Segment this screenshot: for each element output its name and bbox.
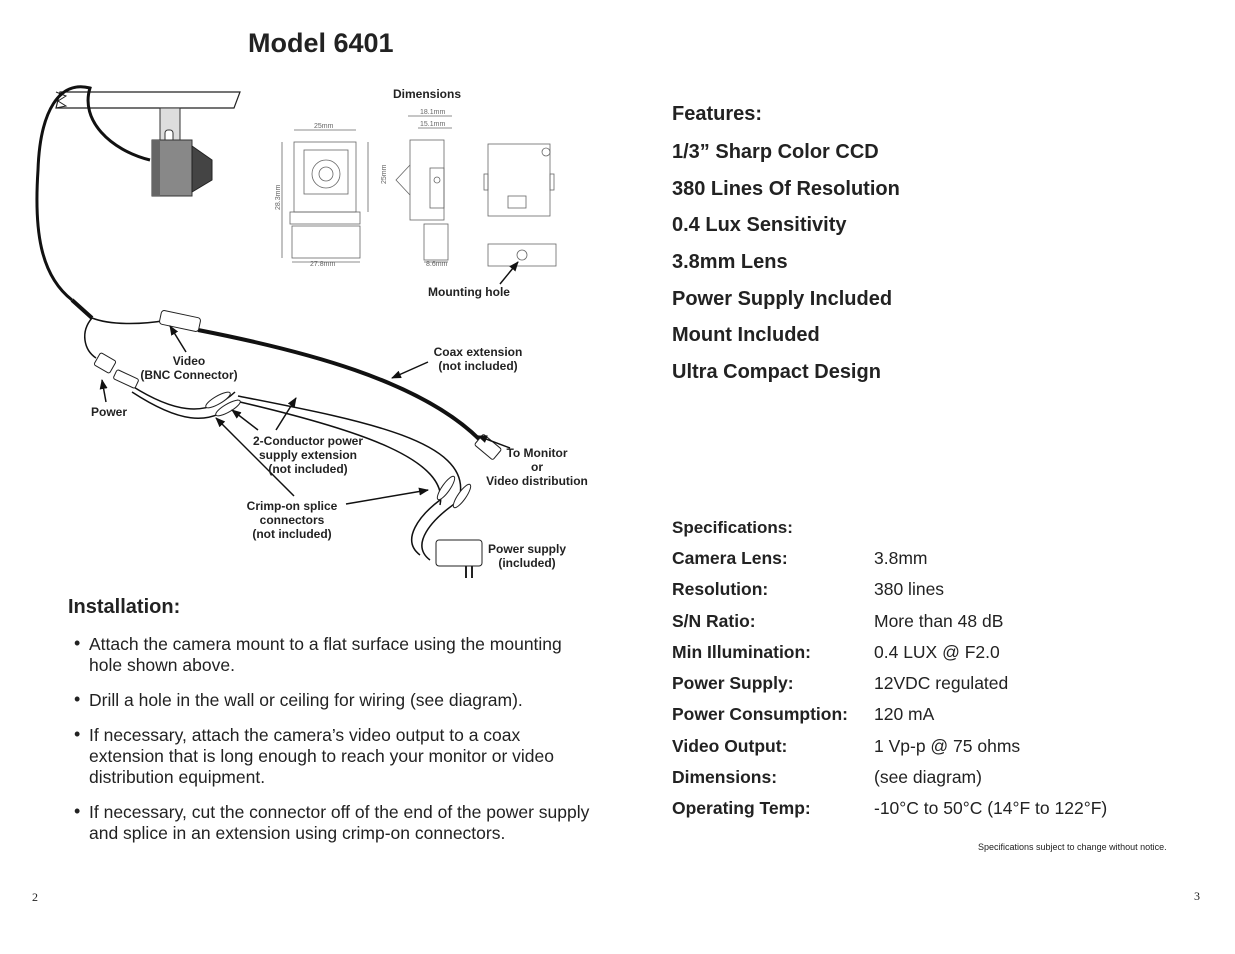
spec-row: Power Consumption: 120 mA xyxy=(672,704,935,725)
specifications-heading: Specifications: xyxy=(672,518,793,537)
video-label: Video (BNC Connector) xyxy=(140,354,238,382)
spec-notice: Specifications subject to change without notice. xyxy=(978,842,1167,852)
spec-row: Camera Lens: 3.8mm xyxy=(672,548,928,568)
feature-item: 1/3” Sharp Color CCD xyxy=(672,141,879,163)
installation-step: • If necessary, attach the camera’s video output to a coax extension that is long enough to reach your monitor or video distribution equipment. xyxy=(74,725,594,788)
installation-step: • If necessary, cut the connector off of the end of the power supply and splice in an extension using crimp-on connectors. xyxy=(74,802,594,844)
camera-illustration xyxy=(152,108,212,196)
cables xyxy=(37,87,480,560)
installation-step: • Drill a hole in the wall or ceiling for wiring (see diagram). xyxy=(74,690,594,711)
features-list xyxy=(672,140,900,397)
dimension-drawings xyxy=(282,116,556,266)
installation-steps xyxy=(74,634,594,858)
page-number-left: 2 xyxy=(32,890,38,904)
spec-row: Video Output: 1 Vp-p @ 75 ohms xyxy=(672,735,1021,756)
spec-row: S/N Ratio: More than 48 dB xyxy=(672,610,1004,631)
installation-heading: Installation: xyxy=(68,596,181,618)
ceiling-panel xyxy=(56,92,240,108)
dim-side-base: 8.6mm xyxy=(426,261,448,268)
dim-front-height: 25mm xyxy=(381,164,388,184)
dim-front-total-height: 28.3mm xyxy=(275,184,282,210)
dimensions-label: Dimensions xyxy=(393,87,462,101)
power-supply-label: Power supply (included) xyxy=(487,542,567,570)
dim-side-top1: 18.1mm xyxy=(420,109,446,116)
feature-item: Power Supply Included xyxy=(672,287,893,310)
power-supply-adapter xyxy=(436,540,482,578)
feature-item: 3.8mm Lens xyxy=(672,251,788,274)
spec-row: Resolution: 380 lines xyxy=(672,579,945,600)
dim-base-width: 27.8mm xyxy=(310,261,336,268)
feature-item: Ultra Compact Design xyxy=(672,361,881,384)
coax-label: Coax extension (not included) xyxy=(433,345,523,373)
dim-front-width: 25mm xyxy=(314,123,334,130)
specifications-table xyxy=(672,548,1107,830)
dim-side-top2: 15.1mm xyxy=(420,121,446,128)
feature-item: 380 Lines Of Resolution xyxy=(672,177,900,200)
spec-row: Operating Temp: -10°C to 50°C (14°F to 122°F) xyxy=(672,798,1108,819)
power-label: Power xyxy=(91,405,128,419)
installation-step: • Attach the camera mount to a flat surface using the mounting hole shown above. xyxy=(74,634,594,676)
monitor-label: To Monitor or Video distribution xyxy=(486,446,588,488)
page-title: Model 6401 xyxy=(248,28,394,58)
crimp-label: Crimp-on splice connectors (not included) xyxy=(246,499,338,541)
features-heading: Features: xyxy=(672,103,763,125)
spec-row: Power Supply: 12VDC regulated xyxy=(672,673,1009,694)
mounting-hole-label: Mounting hole xyxy=(428,285,510,299)
feature-item: 0.4 Lux Sensitivity xyxy=(672,214,847,237)
page-number-right: 3 xyxy=(1194,889,1200,903)
conductor-label: 2-Conductor power supply extension (not included) xyxy=(253,434,363,476)
feature-item: Mount Included xyxy=(672,324,820,347)
spec-row: Min Illumination: 0.4 LUX @ F2.0 xyxy=(672,641,1000,662)
spec-row: Dimensions: (see diagram) xyxy=(672,767,982,788)
